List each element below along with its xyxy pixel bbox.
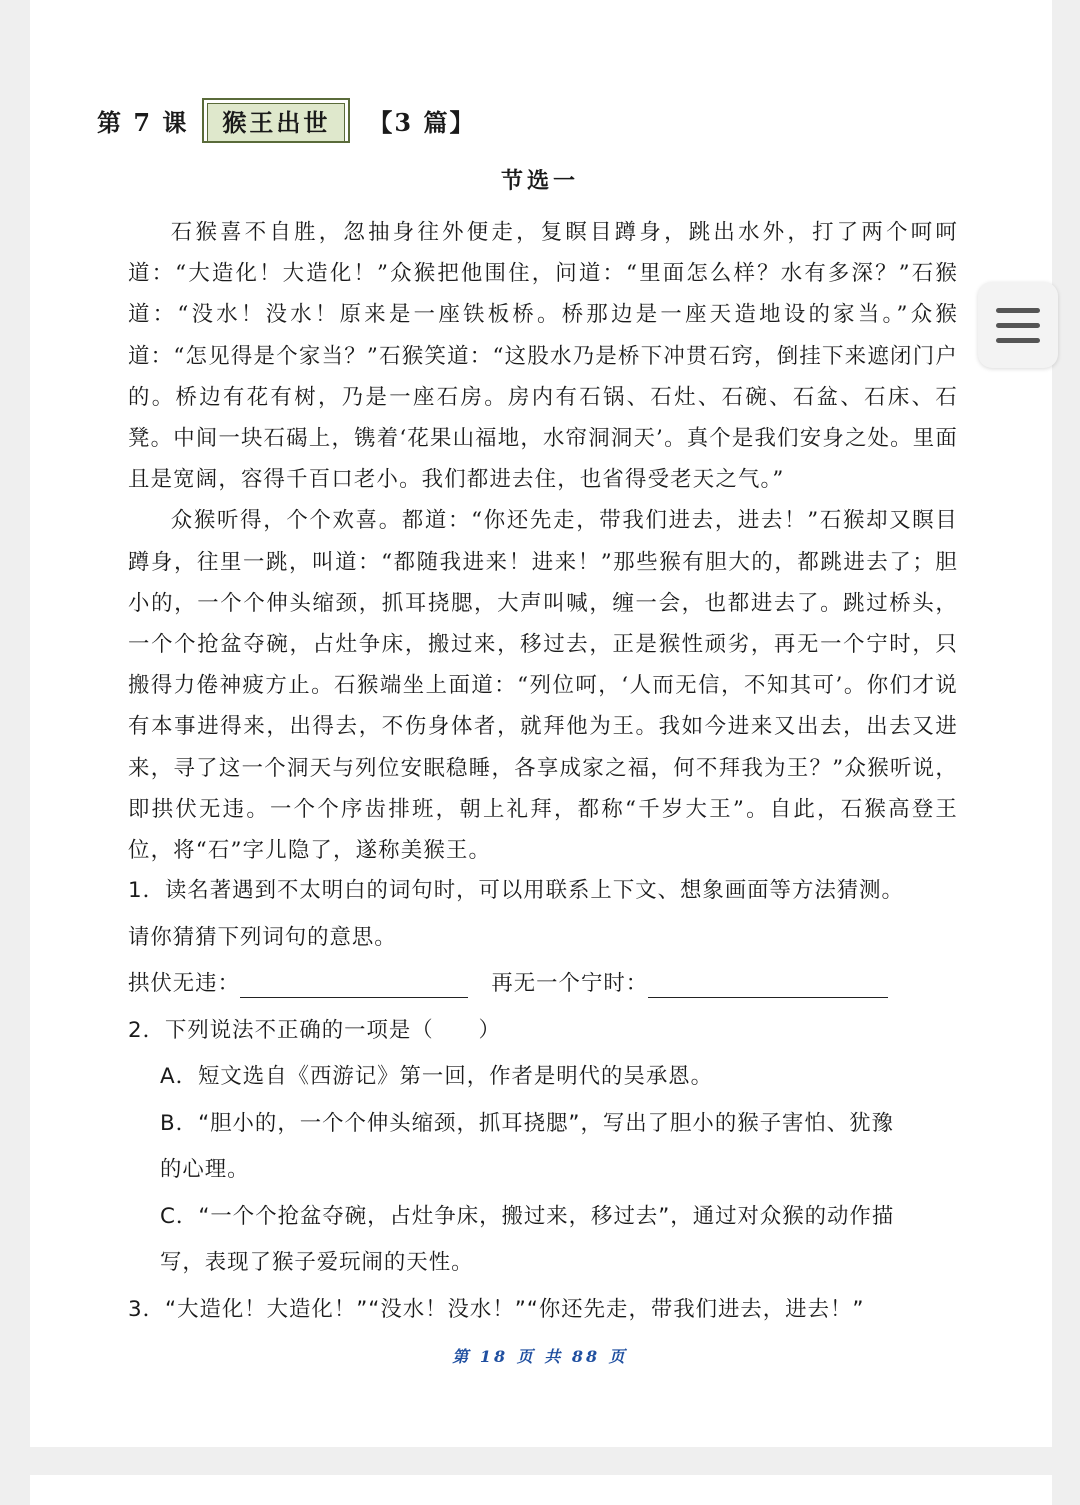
- blank-label-b: 再无一个宁时：: [491, 971, 649, 996]
- next-document-page: [30, 1475, 1052, 1505]
- lesson-number: 第 7 课: [97, 108, 189, 137]
- question-2: 2．下列说法不正确的一项是（ ）: [128, 1017, 501, 1043]
- menu-bar-top: [996, 308, 1040, 313]
- page-footer: 第 18 页 共 88 页: [452, 1347, 628, 1366]
- question-1-line-1: 1．读名著遇到不太明白的词句时，可以用联系上下文、想象画面等方法猜测。: [128, 878, 904, 903]
- question-1-blanks: [128, 961, 958, 1008]
- lesson-count: 【3 篇】: [368, 108, 476, 137]
- question-1-line-2: 请你猜猜下列词句的意思。: [128, 924, 397, 950]
- passage-paragraph-1: 石猴喜不自胜，忽抽身往外便走，复瞑目蹲身，跳出水外，打了两个呵呵道：“大造化！大造化！”众猴把他围住，问道：“里面怎么样？水有多深？”石猴道：“没水！没水！原来是一座铁板桥。桥那边是一座天造地设的家当。”众猴道：“怎见得是个家当？”石猴笑道：“这股水乃是桥下冲贯石窍，倒挂下来遮闭门户的。桥边有花有树，乃是一座石房。房内有石锅、石灶、石碗、石盆、石床、石凳。中间一块石碣上，镌着‘花果山福地，水帘洞洞天’。真个是我们安身之处。里面且是宽阔，容得千百口老小。我们都进去住，也省得受老天之气。”: [128, 220, 958, 493]
- option-b-line-2: 的心理。: [160, 1157, 250, 1182]
- questions: [128, 868, 958, 1333]
- menu-bar-bottom: [996, 338, 1040, 343]
- passage-paragraph-2: 众猴听得，个个欢喜。都道：“你还先走，带我们进去，进去！”石猴却又瞑目蹲身，往里一跳，叫道：“都随我进来！进来！”那些猴有胆大的，都跳进去了；胆小的，一个个伸头缩颈，抓耳挠腮，大声叫喊，缠一会，也都进去了。跳过桥头，一个个抢盆夺碗，占灶争床，搬过来，移过去，正是猴性顽劣，再无一个宁时，只搬得力倦神疲方止。石猴端坐上面道：“列位呵，‘人而无信，不知其可’。你们才说有本事进得来，出得去，不伤身体者，就拜他为王。我如今进来又出去，出去又进来，寻了这一个洞天与列位安眠稳睡，各享成家之福，何不拜我为王？”众猴听说，即拱伏无违。一个个序齿排班，朝上礼拜，都称“千岁大王”。自此，石猴高登王位，将“石”字儿隐了，遂称美猴王。: [128, 508, 958, 864]
- blank-label-a: 拱伏无违：: [128, 971, 240, 996]
- question-3: 3．“大造化！大造化！”“没水！没水！”“你还先走，带我们进去，进去！”: [128, 1296, 865, 1322]
- section-title: 节选一: [500, 168, 579, 194]
- lesson-title-box: [202, 98, 350, 143]
- menu-bar-middle: [996, 323, 1040, 328]
- lesson-title: 猴王出世: [207, 103, 345, 142]
- answer-blank-a[interactable]: [240, 971, 468, 998]
- answer-blank-b[interactable]: [648, 971, 888, 998]
- hamburger-menu-icon[interactable]: [978, 282, 1058, 368]
- option-a: A．短文选自《西游记》第一回，作者是明代的吴承恩。: [160, 1064, 714, 1089]
- option-c-line-2: 写，表现了猴子爱玩闹的天性。: [160, 1250, 474, 1275]
- lesson-header: [97, 98, 475, 143]
- passage: [128, 212, 958, 871]
- option-b-line-1: B．“胆小的，一个个伸头缩颈，抓耳挠腮”，写出了胆小的猴子害怕、犹豫: [160, 1110, 894, 1136]
- option-c-line-1: C．“一个个抢盆夺碗，占灶争床，搬过来，移过去”，通过对众猴的动作描: [160, 1203, 895, 1229]
